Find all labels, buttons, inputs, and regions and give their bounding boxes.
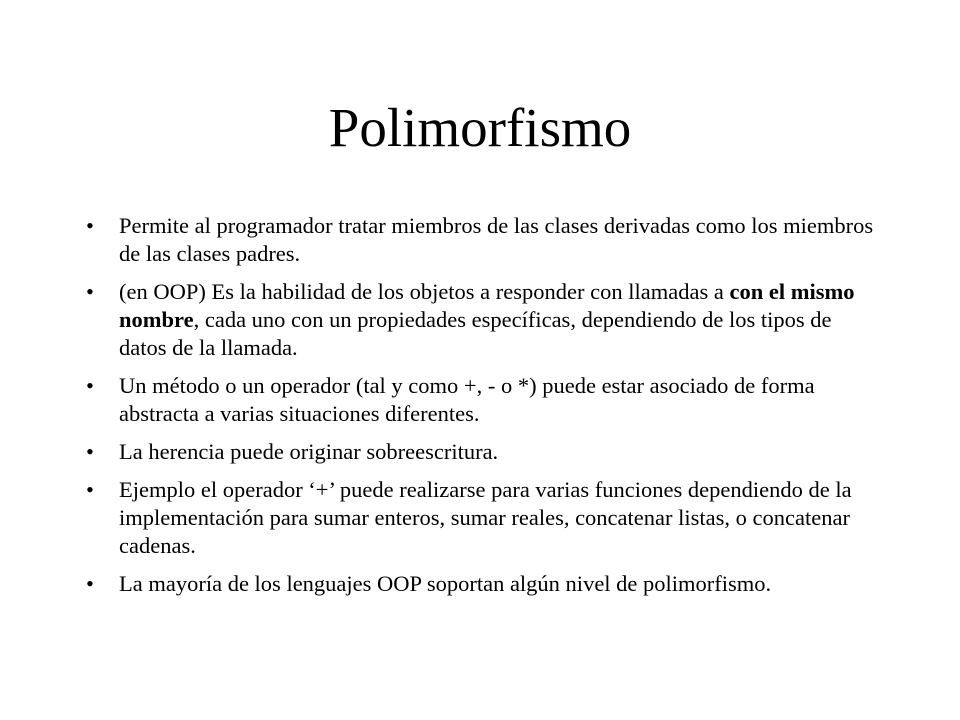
bullet-text: Permite al programador tratar miembros de las clases derivadas como los miembros de las clases padres. xyxy=(119,213,874,266)
bullet-item xyxy=(86,570,876,598)
bullet-icon: • xyxy=(86,439,94,464)
bullet-text: La mayoría de los lenguajes OOP soportan algún nivel de polimorfismo. xyxy=(119,571,772,596)
bullet-text-bold: con el mismo nombre xyxy=(119,279,855,332)
bullet-icon: • xyxy=(86,279,94,304)
bullet-item xyxy=(86,438,876,466)
bullet-list xyxy=(86,212,876,608)
bullet-icon: • xyxy=(86,373,94,398)
bullet-icon: • xyxy=(86,571,94,596)
bullet-item xyxy=(86,212,876,268)
bullet-text: La herencia puede originar sobreescritura. xyxy=(119,439,499,464)
slide-title: Polimorfismo xyxy=(328,97,632,158)
bullet-text-before: (en OOP) Es la habilidad de los objetos a responder con llamadas a xyxy=(119,279,730,304)
bullet-item xyxy=(86,372,876,428)
bullet-text: Un método o un operador (tal y como +, - o *) puede estar asociado de forma abstracta a varias situaciones diferentes. xyxy=(119,373,815,426)
bullet-icon: • xyxy=(86,477,94,502)
bullet-icon: • xyxy=(86,213,94,238)
bullet-item xyxy=(86,476,876,560)
bullet-item xyxy=(86,278,876,362)
bullet-text-after: , cada uno con un propiedades específicas, dependiendo de los tipos de datos de la llamada. xyxy=(119,307,832,360)
bullet-text: Ejemplo el operador ‘+’ puede realizarse para varias funciones dependiendo de la implementación para sumar enteros, sumar reales, concatenar listas, o concatenar cadenas. xyxy=(119,477,852,558)
